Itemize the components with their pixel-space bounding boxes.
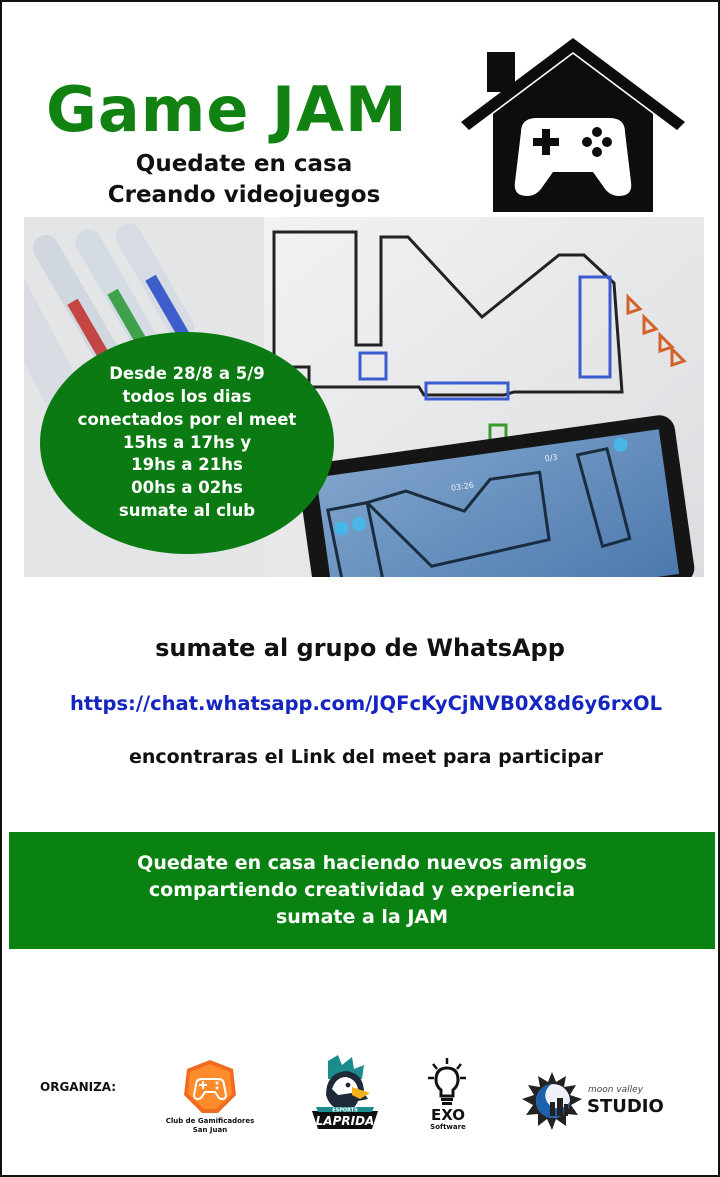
subtitle: [62, 149, 426, 211]
closing-banner: [9, 832, 715, 949]
club-caption-line-1: Club de Gamificadores: [165, 1117, 255, 1125]
laprida-esports-text: ESPORTS: [332, 1107, 358, 1114]
exo-lightbulb-icon: [426, 1056, 468, 1108]
exo-software-caption: Software: [430, 1123, 466, 1131]
moon-valley-logo: [520, 1070, 588, 1132]
banner-line-3: sumate a la JAM: [275, 906, 449, 928]
schedule-line: 19hs a 21hs: [131, 455, 243, 475]
schedule-line: conectados por el meet: [77, 409, 297, 429]
banner-line-1: Quedate en casa haciendo nuevos amigos: [137, 852, 587, 874]
meet-note: encontraras el Link del meet para participar: [128, 746, 604, 768]
tablet-counter: 0/3: [544, 452, 559, 464]
club-gamificadores-caption: [162, 1117, 258, 1134]
club-caption-line-2: San Juan: [192, 1125, 228, 1134]
schedule-line: 15hs a 17hs y: [122, 432, 252, 452]
schedule-line: 00hs a 02hs: [131, 478, 243, 498]
subtitle-line-1: Quedate en casa: [135, 151, 353, 177]
moon-valley-text: moon valley: [588, 1085, 644, 1095]
house-gamepad-icon: [457, 36, 689, 212]
whatsapp-heading: sumate al grupo de WhatsApp: [155, 634, 565, 662]
page-title: Game JAM: [46, 73, 408, 146]
club-gamificadores-logo: [182, 1059, 238, 1115]
schedule-line: sumate al club: [118, 500, 256, 520]
whatsapp-link[interactable]: https://chat.whatsapp.com/JQFcKyCjNVB0X8d6y6rxOL: [69, 692, 663, 715]
schedule-text: [78, 363, 297, 523]
schedule-line: todos los dias: [122, 387, 252, 406]
schedule-line: Desde 28/8 a 5/9: [109, 364, 265, 384]
exo-wordmark: EXO: [430, 1106, 466, 1124]
esports-laprida-logo: [308, 1055, 382, 1133]
schedule-badge: [40, 332, 334, 554]
laprida-name-text: LAPRIDA: [315, 1114, 375, 1128]
organizers-label: ORGANIZA:: [40, 1080, 117, 1094]
banner-line-2: compartiendo creatividad y experiencia: [148, 879, 576, 901]
subtitle-line-2: Creando videojuegos: [107, 182, 381, 208]
moon-studio-text: STUDIO: [587, 1096, 664, 1117]
tablet-timer: 03:26: [450, 480, 475, 493]
